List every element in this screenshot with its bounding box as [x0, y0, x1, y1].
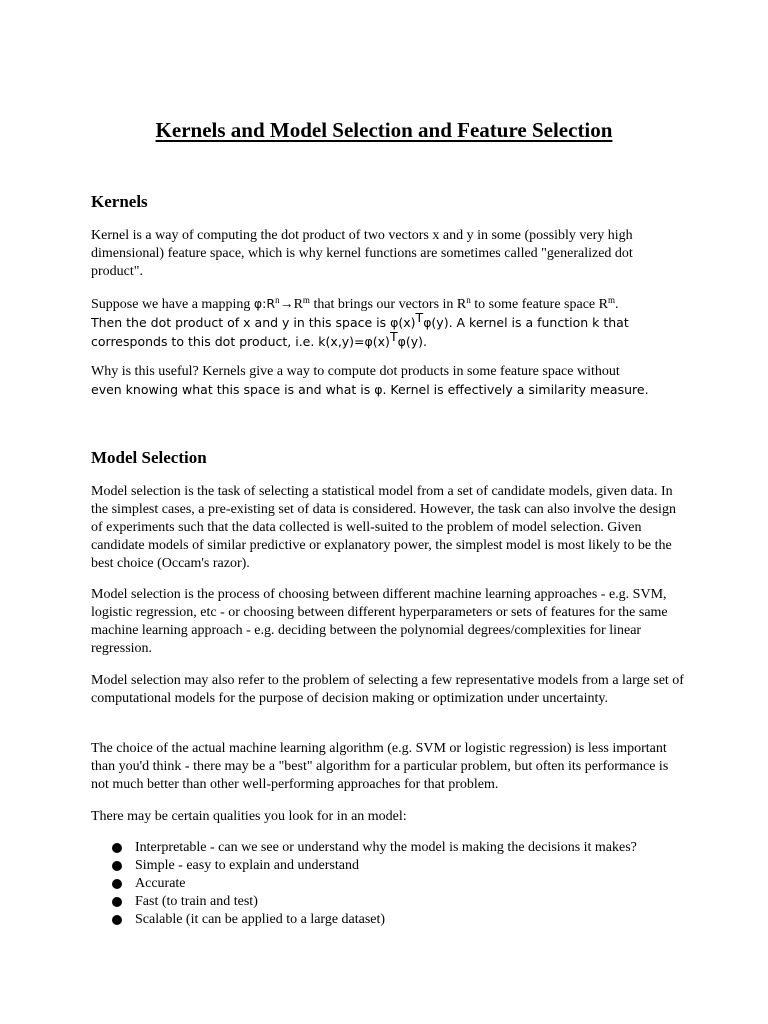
- kernels-p3-line-2: even knowing what this space is and what is φ. Kernel is effectively a similarity measure.: [91, 382, 649, 397]
- list-item-text: Simple - easy to explain and understand: [135, 858, 359, 873]
- list-item-text: Fast (to train and test): [135, 894, 258, 909]
- model-selection-paragraph-1: Model selection is the task of selecting a statistical model from a set of candidate models, given data. In the simplest cases, a pre-existing set of data is considered. However, the task can also involve the design of experiments such that the data collected is well-suited to the problem of model selection. Given candidate models of similar predictive or explanatory power, the simplest model is most likely to be the best choice (Occam's razor).: [91, 484, 676, 571]
- kernels-p2-text-a: Suppose we have a mapping: [91, 297, 254, 312]
- kernels-p2-sup-t2: T: [389, 329, 398, 344]
- list-item-text: Accurate: [135, 876, 186, 891]
- section-heading-model-selection: Model Selection: [91, 448, 207, 467]
- qualities-list: [91, 839, 637, 929]
- list-item: [91, 857, 637, 875]
- kernels-p2-text-e: Then the dot product of x and y in this space is φ(x): [91, 315, 416, 330]
- page-title: Kernels and Model Selection and Feature Selection: [155, 118, 613, 142]
- kernels-p2-sup-n2: n: [466, 295, 471, 305]
- kernels-p2-sup-n: n: [275, 295, 280, 305]
- list-item: [91, 875, 637, 893]
- kernels-p2-sup-m2: m: [607, 295, 615, 305]
- kernels-p2-map-lhs: φ:R: [253, 296, 276, 311]
- kernels-paragraph-1: Kernel is a way of computing the dot product of two vectors x and y in some (possibly very high dimensional) feature space, which is why kernel functions are sometimes called "generalized dot product".: [91, 228, 633, 279]
- bullet-icon: [112, 843, 122, 853]
- bullet-icon: [112, 915, 122, 925]
- kernels-p2-sup-t: T: [415, 310, 424, 325]
- list-item: [91, 893, 637, 911]
- kernels-paragraph-3: [91, 363, 687, 400]
- section-heading-kernels: Kernels: [91, 192, 148, 211]
- model-selection-paragraph-3: Model selection may also refer to the problem of selecting a few representative models from a large set of computational models for the purpose of decision making or optimization under uncertainty.: [91, 673, 684, 706]
- bullet-icon: [112, 879, 122, 889]
- model-selection-paragraph-4: The choice of the actual machine learning algorithm (e.g. SVM or logistic regression) is less important than you'd think - there may be a "best" algorithm for a particular problem, but often its performance is not much better than other well-performing approaches for that problem.: [91, 741, 669, 792]
- list-item-text: Scalable (it can be applied to a large dataset): [135, 912, 386, 927]
- kernels-p2-text-f: φ(y). A kernel is a function k that corresponds to this dot product, i.e. k(x,y)=φ(x): [91, 315, 629, 349]
- kernels-p2-text-b: that brings our vectors in R: [309, 297, 467, 312]
- list-item: [91, 911, 637, 929]
- kernels-p2-sup-m: m: [302, 295, 310, 305]
- kernels-p2-text-g: φ(y).: [397, 334, 427, 349]
- kernels-p3-line-1: Why is this useful? Kernels give a way to compute dot products in some feature space without: [91, 364, 620, 379]
- bullet-icon: [112, 897, 122, 907]
- bullet-icon: [112, 861, 122, 871]
- model-selection-paragraph-5: There may be certain qualities you look for in an model:: [91, 809, 407, 824]
- kernels-paragraph-2: [91, 295, 687, 352]
- kernels-p2-arrow: →R: [279, 297, 303, 312]
- kernels-p2-text-d: .: [615, 297, 619, 312]
- model-selection-paragraph-2: Model selection is the process of choosing between different machine learning approaches - e.g. SVM, logistic regression, etc - or choosing between different hyperparameters or sets of features for the same machine learning approach - e.g. deciding between the polynomial degrees/complexities for linear regression.: [91, 587, 668, 656]
- list-item: [91, 839, 637, 857]
- kernels-p2-text-c: to some feature space R: [470, 297, 608, 312]
- list-item-text: Interpretable - can we see or understand why the model is making the decisions it makes?: [135, 840, 637, 855]
